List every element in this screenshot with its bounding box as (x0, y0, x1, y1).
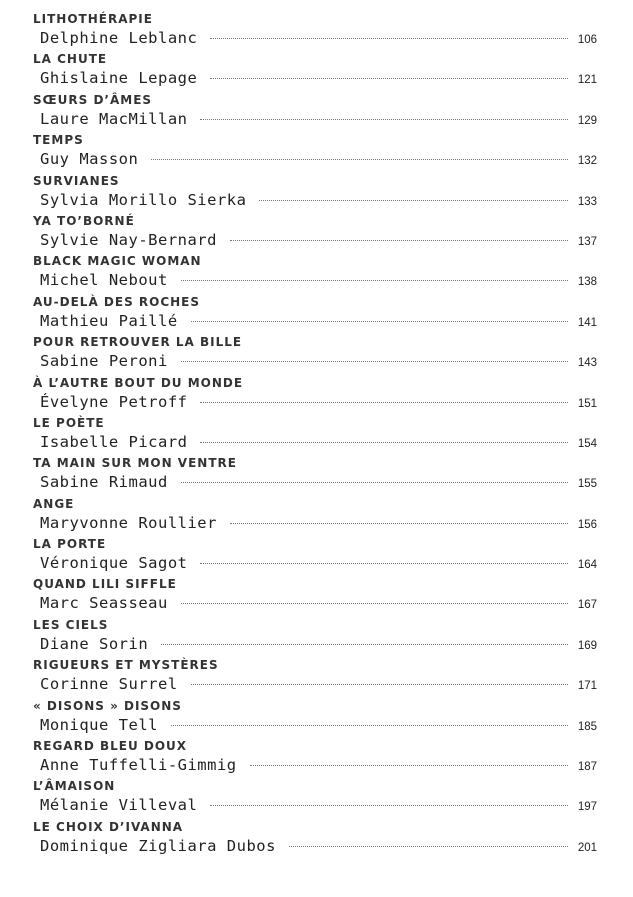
dot-leader (210, 78, 568, 79)
toc-entry (33, 537, 597, 577)
toc-entry-title: LA CHUTE (33, 52, 108, 67)
toc-entry-author: Anne Tuffelli-Gimmig (40, 756, 237, 775)
dot-leader (161, 644, 568, 645)
toc-entry-page-number: 133 (577, 195, 597, 208)
toc-entry-page-number: 121 (577, 74, 597, 87)
dot-leader (181, 603, 568, 604)
dot-leader (230, 240, 568, 241)
toc-entry-line (33, 230, 597, 250)
toc-entry (33, 658, 597, 698)
dot-leader (210, 38, 568, 39)
dot-leader (151, 159, 568, 160)
toc-entry-title: LE CHOIX D’IVANNA (33, 819, 184, 834)
toc-entry (33, 12, 597, 52)
toc-entry-author: Maryvonne Roullier (40, 513, 217, 532)
toc-entry-author: Marc Seasseau (40, 594, 168, 613)
toc-entry-author: Dominique Zigliara Dubos (40, 836, 276, 855)
dot-leader (259, 200, 568, 201)
toc-entry-author: Ghislaine Lepage (40, 69, 198, 88)
toc-entry-title: « DISONS » DISONS (33, 698, 182, 713)
toc-entry-author: Véronique Sagot (40, 554, 188, 573)
toc-entry-page-number: 185 (577, 720, 597, 733)
dot-leader (289, 846, 568, 847)
table-of-contents (33, 12, 597, 860)
toc-entry-title: À L’AUTRE BOUT DU MONDE (33, 375, 244, 390)
toc-entry-title: LE POÈTE (33, 415, 105, 430)
toc-entry-page-number: 141 (577, 316, 597, 329)
toc-entry-title: L’ÂMAISON (33, 779, 116, 794)
toc-entry-title: SŒURS D’ÂMES (33, 92, 153, 107)
toc-entry-title: POUR RETROUVER LA BILLE (33, 335, 243, 350)
toc-entry (33, 52, 597, 92)
toc-entry-page-number: 167 (577, 599, 597, 612)
toc-entry-page-number: 143 (577, 357, 597, 370)
dot-leader (200, 119, 568, 120)
toc-entry (33, 456, 597, 496)
toc-entry-author: Guy Masson (40, 150, 139, 169)
toc-entry-line (33, 755, 597, 775)
toc-entry-author: Laure MacMillan (40, 109, 188, 128)
toc-entry-title: SURVIANES (33, 173, 120, 188)
toc-entry-title: QUAND LILI SIFFLE (33, 577, 177, 592)
dot-leader (181, 482, 568, 483)
toc-entry-page-number: 156 (577, 518, 597, 531)
toc-entry-line (33, 149, 597, 169)
toc-entry-author: Mélanie Villeval (40, 796, 198, 815)
toc-entry-page-number: 171 (577, 680, 597, 693)
toc-entry-line (33, 836, 597, 856)
toc-entry-title: REGARD BLEU DOUX (33, 739, 188, 754)
toc-entry-title: TEMPS (33, 133, 84, 148)
toc-entry-title: RIGUEURS ET MYSTÈRES (33, 658, 219, 673)
toc-entry-page-number: 197 (577, 801, 597, 814)
toc-entry-page-number: 154 (577, 437, 597, 450)
toc-entry-author: Corinne Surrel (40, 675, 178, 694)
toc-entry-line (33, 351, 597, 371)
toc-entry-author: Évelyne Petroff (40, 392, 188, 411)
toc-entry-page-number: 187 (577, 761, 597, 774)
dot-leader (181, 361, 568, 362)
toc-entry-author: Sabine Peroni (40, 352, 168, 371)
dot-leader (230, 523, 568, 524)
toc-entry (33, 133, 597, 173)
toc-entry-line (33, 109, 597, 129)
dot-leader (200, 402, 568, 403)
toc-entry (33, 497, 597, 537)
toc-entry (33, 820, 597, 860)
toc-entry (33, 295, 597, 335)
dot-leader (191, 684, 568, 685)
toc-entry-page-number: 151 (577, 397, 597, 410)
toc-entry (33, 618, 597, 658)
toc-entry-title: YA TO’BORNÉ (33, 213, 135, 228)
toc-entry-line (33, 311, 597, 331)
toc-entry-page-number: 132 (577, 155, 597, 168)
toc-entry-line (33, 270, 597, 290)
toc-entry-page-number: 155 (577, 478, 597, 491)
toc-entry-author: Sabine Rimaud (40, 473, 168, 492)
toc-entry-page-number: 106 (577, 34, 597, 46)
toc-entry (33, 174, 597, 214)
toc-entry (33, 335, 597, 375)
toc-entry (33, 699, 597, 739)
toc-entry-page-number: 169 (577, 639, 597, 652)
toc-entry-page-number: 137 (577, 235, 597, 248)
toc-entry (33, 739, 597, 779)
toc-entry-line (33, 68, 597, 88)
toc-entry-author: Isabelle Picard (40, 432, 188, 451)
toc-entry-line (33, 674, 597, 694)
toc-entry-page-number: 164 (577, 559, 597, 572)
toc-entry-title: LES CIELS (33, 617, 109, 632)
toc-entry-line (33, 795, 597, 815)
toc-entry-line (33, 392, 597, 412)
toc-entry (33, 577, 597, 617)
toc-entry-page-number: 138 (577, 276, 597, 289)
dot-leader (200, 563, 568, 564)
toc-entry-page-number: 201 (577, 841, 597, 854)
toc-entry-line (33, 432, 597, 452)
toc-entry (33, 376, 597, 416)
toc-entry (33, 254, 597, 294)
toc-entry-title: ANGE (33, 496, 75, 511)
toc-entry-author: Delphine Leblanc (40, 29, 198, 47)
dot-leader (191, 321, 568, 322)
toc-entry-line (33, 715, 597, 735)
toc-entry-author: Diane Sorin (40, 634, 149, 653)
dot-leader (250, 765, 568, 766)
toc-entry-title: TA MAIN SUR MON VENTRE (33, 456, 237, 471)
toc-entry (33, 779, 597, 819)
toc-entry-line (33, 472, 597, 492)
toc-entry-author: Sylvie Nay-Bernard (40, 230, 217, 249)
toc-entry-title: AU-DELÀ DES ROCHES (33, 294, 201, 309)
toc-entry (33, 214, 597, 254)
toc-entry-line (33, 593, 597, 613)
dot-leader (181, 280, 568, 281)
toc-entry-line (33, 513, 597, 533)
toc-entry-author: Mathieu Paillé (40, 311, 178, 330)
toc-entry-title: LA PORTE (33, 537, 107, 552)
toc-entry-line (33, 190, 597, 210)
toc-entry (33, 93, 597, 133)
toc-entry-author: Sylvia Morillo Sierka (40, 190, 247, 209)
toc-entry-title: BLACK MAGIC WOMAN (33, 254, 202, 269)
toc-entry-author: Michel Nebout (40, 271, 168, 290)
toc-entry-author: Monique Tell (40, 715, 158, 734)
toc-entry-line (33, 28, 597, 48)
dot-leader (171, 725, 568, 726)
toc-entry (33, 416, 597, 456)
dot-leader (200, 442, 568, 443)
dot-leader (210, 805, 568, 806)
toc-entry-title: LITHOTHÉRAPIE (33, 12, 153, 26)
toc-entry-line (33, 634, 597, 654)
toc-entry-page-number: 129 (577, 114, 597, 127)
toc-entry-line (33, 553, 597, 573)
